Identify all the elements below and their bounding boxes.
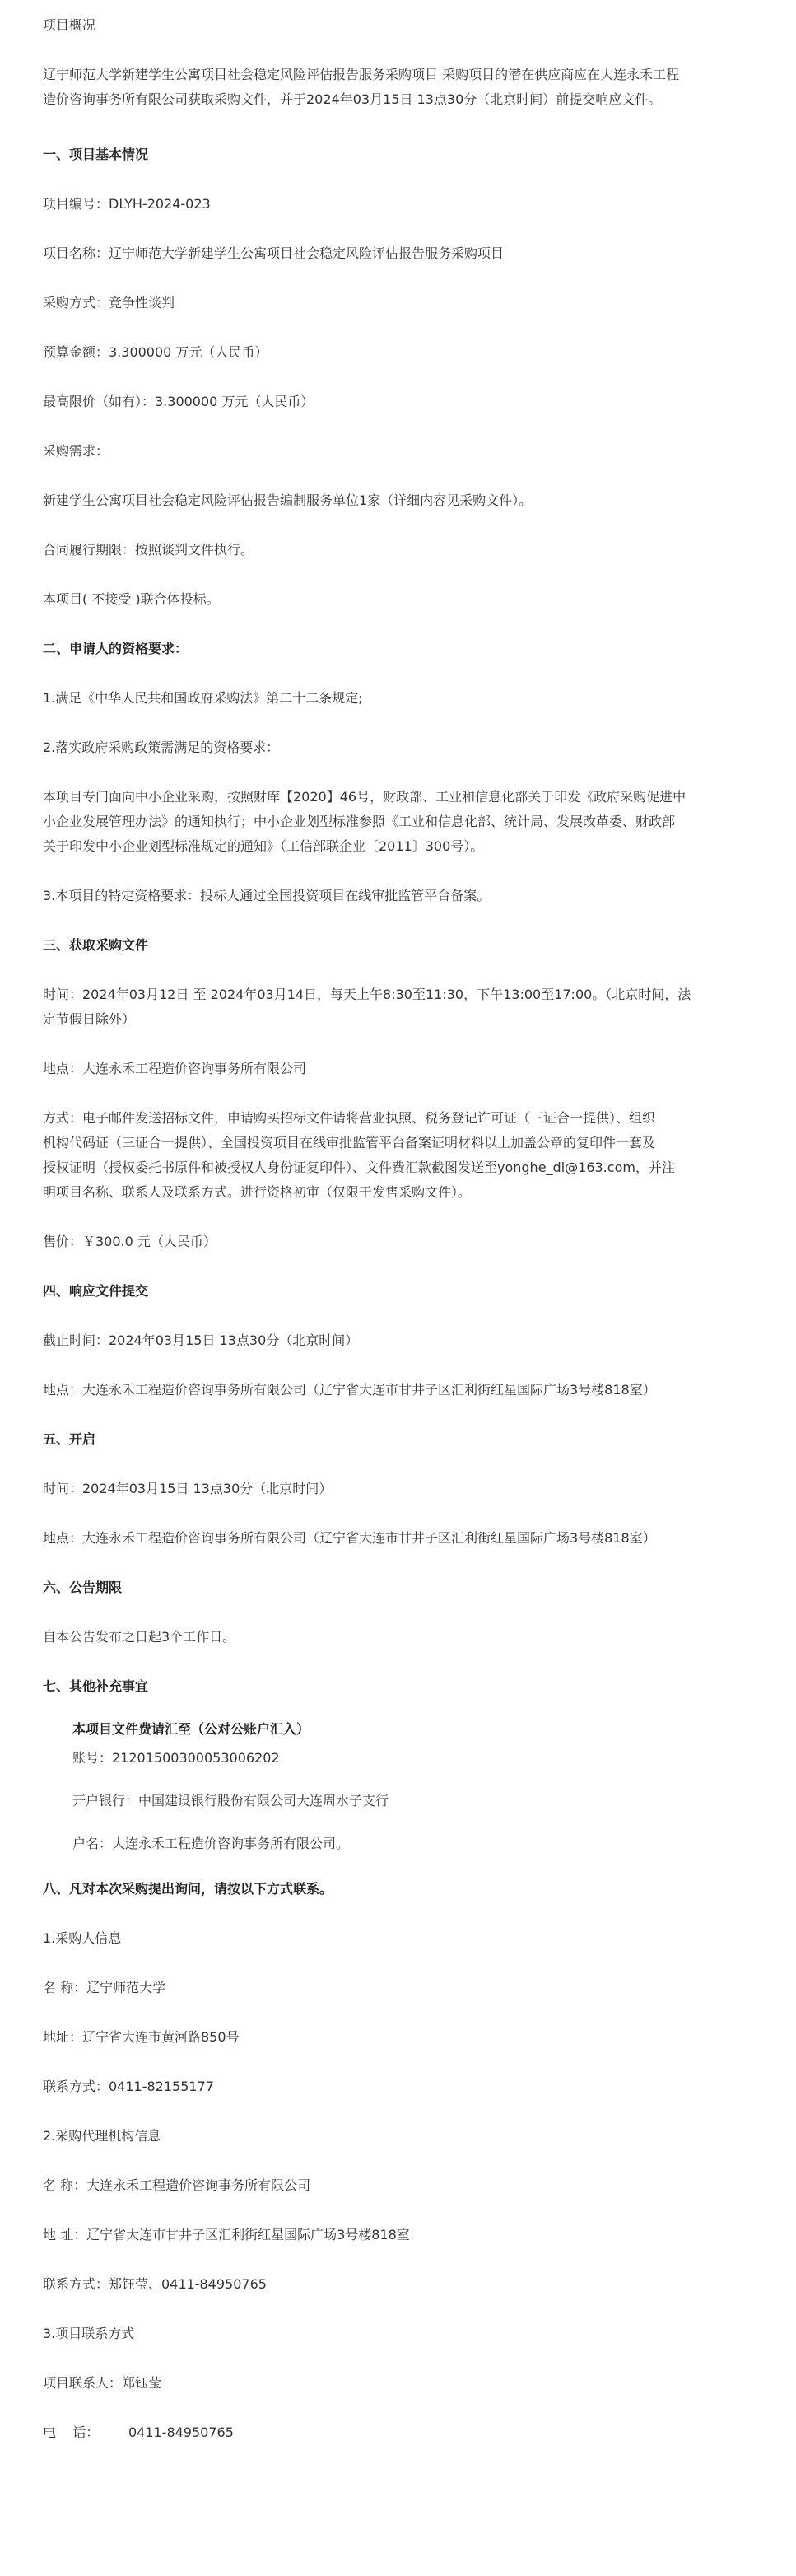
project-name: 项目名称：辽宁师范大学新建学生公寓项目社会稳定风险评估报告服务采购项目 — [43, 245, 505, 261]
procurement-method: 采购方式：竞争性谈判 — [43, 295, 175, 310]
agent-info-title: 2.采购代理机构信息 — [43, 2128, 161, 2144]
qualification-2-detail-line-2: 小企业发展管理办法》的通知执行；中小企业划型标准参照《工业和信息化部、统计局、发展改革委、财政部 — [43, 814, 676, 829]
section-5-title: 五、开启 — [43, 1431, 96, 1447]
qualification-2-detail-line-1: 本项目专门面向中小企业采购，按照财库【2020】46号，财政部、工业和信息化部关于印发《政府采购促进中 — [43, 789, 687, 805]
overview-paragraph-line-1: 辽宁师范大学新建学生公寓项目社会稳定风险评估报告服务采购项目 采购项目的潜在供应商应在大连永禾工程 — [43, 67, 680, 82]
overview-paragraph-line-2: 造价咨询事务所有限公司获取采购文件，并于2024年03月15日 13点30分（北京时间）前提交响应文件。 — [43, 91, 662, 107]
bank-account-number: 账号：21201500300053006202 — [72, 1750, 280, 1766]
section-1-title: 一、项目基本情况 — [43, 147, 149, 162]
contract-period: 合同履行期限：按照谈判文件执行。 — [43, 542, 254, 558]
acquire-time-line-1: 时间：2024年03月12日 至 2024年03月14日，每天上午8:30至11:30，下午13:00至17:00。（北京时间，法 — [43, 987, 691, 1002]
qualification-1: 1.满足《中华人民共和国政府采购法》第二十二条规定; — [43, 690, 363, 706]
buyer-contact: 联系方式：0411-82155177 — [43, 2079, 214, 2094]
acquire-time-line-2: 定节假日除外） — [43, 1011, 136, 1027]
project-contact-person: 项目联系人：郑钰莹 — [43, 2375, 162, 2391]
opening-place: 地点：大连永禾工程造价咨询事务所有限公司（辽宁省大连市甘井子区汇利街红星国际广场3号楼818室） — [43, 1530, 656, 1546]
section-4-title: 四、响应文件提交 — [43, 1283, 149, 1299]
opening-time: 时间：2024年03月15日 13点30分（北京时间） — [43, 1481, 333, 1496]
section-3-title: 三、获取采购文件 — [43, 937, 149, 953]
notice-period: 自本公告发布之日起3个工作日。 — [43, 1629, 236, 1645]
submission-deadline: 截止时间：2024年03月15日 13点30分（北京时间） — [43, 1332, 359, 1348]
account-holder: 户名：大连永禾工程造价咨询事务所有限公司。 — [72, 1836, 350, 1851]
agent-contact: 联系方式：郑钰莹、0411-84950765 — [43, 2276, 267, 2292]
submission-place: 地点：大连永禾工程造价咨询事务所有限公司（辽宁省大连市甘井子区汇利街红星国际广场3号楼818室） — [43, 1382, 656, 1398]
agent-address: 地 址：辽宁省大连市甘井子区汇利街红星国际广场3号楼818室 — [43, 2227, 410, 2242]
qualification-2-detail-line-3: 关于印发中小企业划型标准规定的通知》（工信部联企业〔2011〕300号）。 — [43, 838, 484, 854]
procurement-demand-label: 采购需求： — [43, 443, 109, 459]
max-price: 最高限价（如有）：3.300000 万元（人民币） — [43, 394, 314, 409]
acquire-method-line-3: 授权证明（授权委托书原件和被授权人身份证复印件）、文件费汇款截图发送至yonghe_dl@163.com，并注 — [43, 1160, 675, 1175]
fee-remittance-title: 本项目文件费请汇至（公对公账户汇入） — [72, 1721, 310, 1737]
procurement-demand: 新建学生公寓项目社会稳定风险评估报告编制服务单位1家（详细内容见采购文件）。 — [43, 492, 533, 508]
qualification-2: 2.落实政府采购政策需满足的资格要求： — [43, 740, 280, 755]
acquire-method-line-2: 机构代码证（三证合一提供）、全国投资项目在线审批监管平台备案证明材料以上加盖公章的复印件一套及 — [43, 1135, 656, 1150]
section-6-title: 六、公告期限 — [43, 1580, 123, 1595]
document-price: 售价：￥300.0 元（人民币） — [43, 1234, 216, 1249]
qualification-3: 3.本项目的特定资格要求：投标人通过全国投资项目在线审批监管平台备案。 — [43, 888, 491, 903]
agent-name: 名 称：大连永禾工程造价咨询事务所有限公司 — [43, 2177, 311, 2193]
section-7-title: 七、其他补充事宜 — [43, 1678, 149, 1694]
project-contact-title: 3.项目联系方式 — [43, 2326, 135, 2341]
section-8-title: 八、凡对本次采购提出询问，请按以下方式联系。 — [43, 1881, 333, 1897]
project-number: 项目编号：DLYH-2024-023 — [43, 196, 211, 212]
consortium-bidding: 本项目( 不接受 )联合体投标。 — [43, 591, 220, 607]
acquire-method-line-4: 明项目名称、联系人及联系方式。进行资格初审（仅限于发售采购文件）。 — [43, 1184, 472, 1200]
buyer-address: 地址：辽宁省大连市黄河路850号 — [43, 2029, 240, 2045]
section-2-title: 二、申请人的资格要求： — [43, 641, 189, 656]
budget-amount: 预算金额：3.300000 万元（人民币） — [43, 344, 268, 360]
buyer-name: 名 称：辽宁师范大学 — [43, 1980, 166, 1995]
acquire-place: 地点：大连永禾工程造价咨询事务所有限公司 — [43, 1061, 307, 1076]
bank-name: 开户银行：中国建设银行股份有限公司大连周水子支行 — [72, 1793, 389, 1808]
acquire-method-line-1: 方式：电子邮件发送招标文件，申请购买招标文件请将营业执照、税务登记许可证（三证合一提供）、组织 — [43, 1110, 656, 1126]
overview-title: 项目概况 — [43, 17, 96, 33]
buyer-info-title: 1.采购人信息 — [43, 1930, 122, 1946]
project-contact-phone: 电 话： 0411-84950765 — [43, 2424, 234, 2440]
